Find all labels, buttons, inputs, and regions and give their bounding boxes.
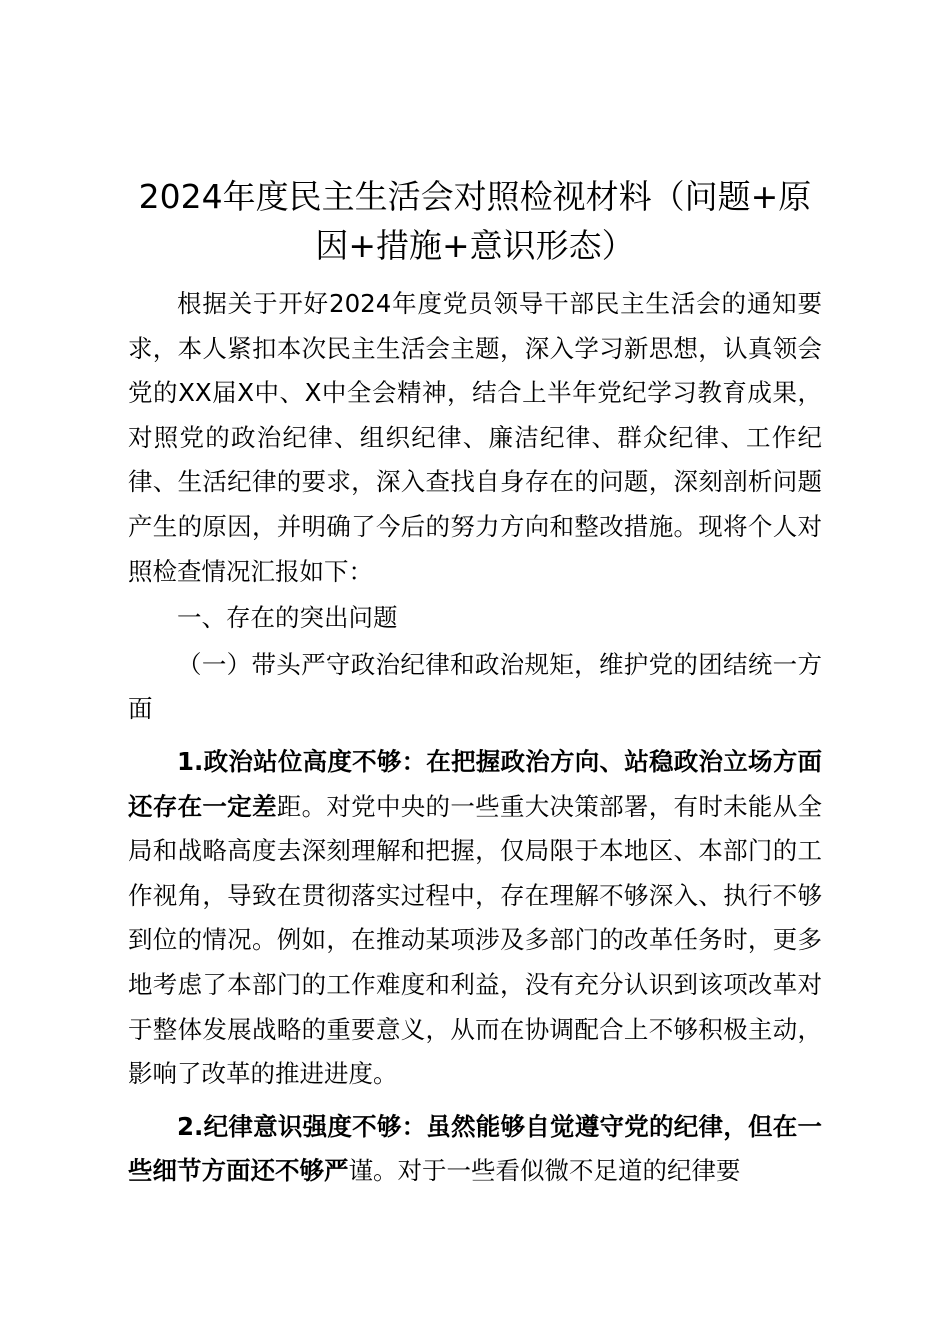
subsection-heading: （一）带头严守政治纪律和政治规矩，维护党的团结统一方面 xyxy=(128,649,822,724)
item-2-paragraph xyxy=(128,1105,822,1194)
document-body xyxy=(128,282,822,1194)
intro-paragraph: 根据关于开好2024年度党员领导干部民主生活会的通知要求，本人紧扣本次民主生活会主题，深入学习新思想，认真领会党的XX届X中、X中全会精神，结合上半年党纪学习教育成果，对照党的政治纪律、组织纪律、廉洁纪律、群众纪律、工作纪律、生活纪律的要求，深入查找自身存在的问题，深刻剖析问题产生的原因，并明确了今后的努力方向和整改措施。现将个人对照检查情况汇报如下： xyxy=(128,289,822,586)
item-2-lead: 2.纪律意识强度不够：虽然能够自觉遵守党的纪律，但在一些细节方面还不够严 xyxy=(128,1111,822,1186)
section-heading: 一、存在的突出问题 xyxy=(177,603,398,633)
item-1-paragraph xyxy=(128,740,822,1097)
item-1-lead: 1.政治站位高度不够：在把握政治方向、站稳政治立场方面还存在一定差 xyxy=(128,746,822,821)
document-title: 2024年度民主生活会对照检视材料（问题+原因+措施+意识形态） xyxy=(138,177,812,265)
item-2-text: 谨。对于一些看似微不足道的纪律要 xyxy=(348,1156,741,1186)
item-1-text: 距。对党中央的一些重大决策部署，有时未能从全局和战略高度去深刻理解和把握，仅局限于本地区、本部门的工作视角，导致在贯彻落实过程中，存在理解不够深入、执行不够到位的情况。例如，在推动某项涉及多部门的改革任务时，更多地考虑了本部门的工作难度和利益，没有充分认识到该项改革对于整体发展战略的重要意义，从而在协调配合上不够积极主动，影响了改革的推进进度。 xyxy=(128,791,823,1089)
